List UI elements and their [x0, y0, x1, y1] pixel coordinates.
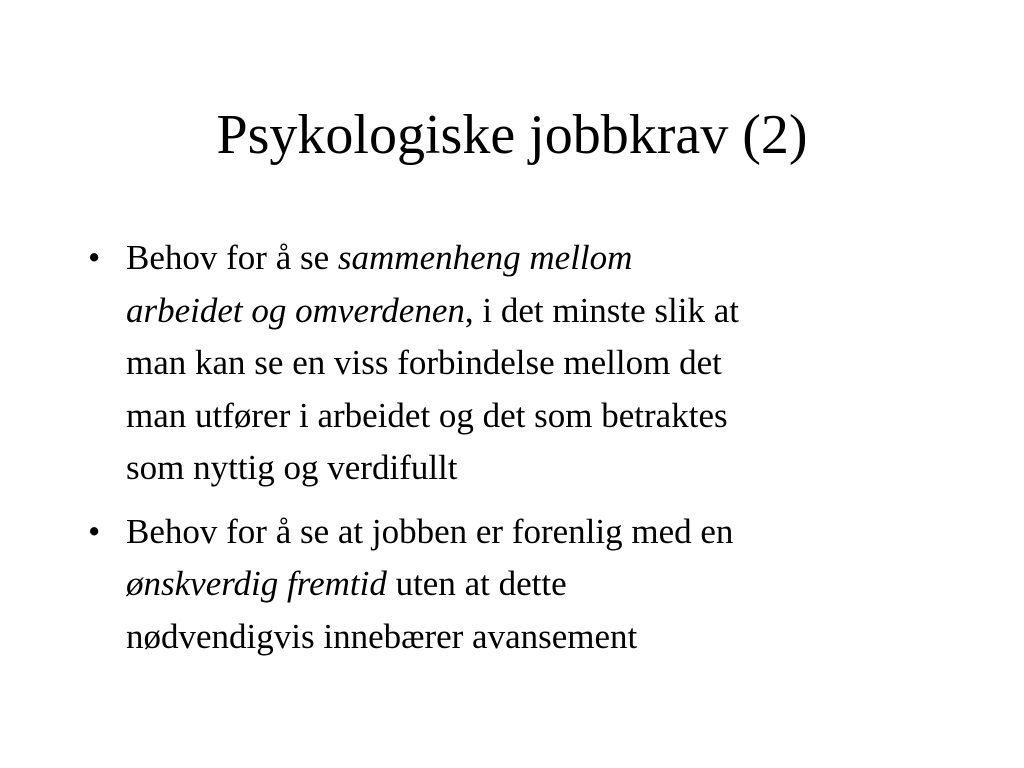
bullet-emphasis: sammenheng mellom — [337, 238, 633, 277]
bullet-text: , i det minste slik at — [464, 290, 740, 330]
bullet-line — [126, 442, 948, 495]
bullet-text: uten at dette — [386, 564, 567, 603]
bullet-text: man kan se en viss forbindelse mellom det — [126, 343, 722, 382]
bullet-item — [88, 232, 948, 495]
bullet-line — [126, 285, 948, 338]
bullet-line — [126, 611, 948, 664]
bullet-text: man utfører i arbeidet og det som betraktes — [126, 395, 728, 435]
bullet-list — [88, 232, 948, 674]
bullet-text: nødvendigvis innebærer avansement — [126, 616, 638, 656]
bullet-line — [126, 232, 948, 285]
bullet-emphasis: ønskverdig fremtid — [126, 564, 387, 603]
bullet-line — [126, 337, 948, 390]
bullet-text: Behov for å se — [126, 238, 338, 277]
bullet-item — [88, 506, 948, 664]
bullet-text: som nyttig og verdifullt — [126, 448, 458, 487]
bullet-dot-icon: • — [88, 238, 101, 277]
bullet-line — [126, 558, 948, 611]
bullet-text: Behov for å se at jobben er forenlig med en — [126, 511, 734, 551]
bullet-line — [126, 506, 948, 559]
bullet-dot-icon: • — [88, 511, 101, 551]
bullet-line — [126, 390, 948, 443]
slide-title: Psykologiske jobbkrav (2) — [216, 104, 808, 166]
bullet-emphasis: arbeidet og omverdenen — [126, 290, 465, 330]
